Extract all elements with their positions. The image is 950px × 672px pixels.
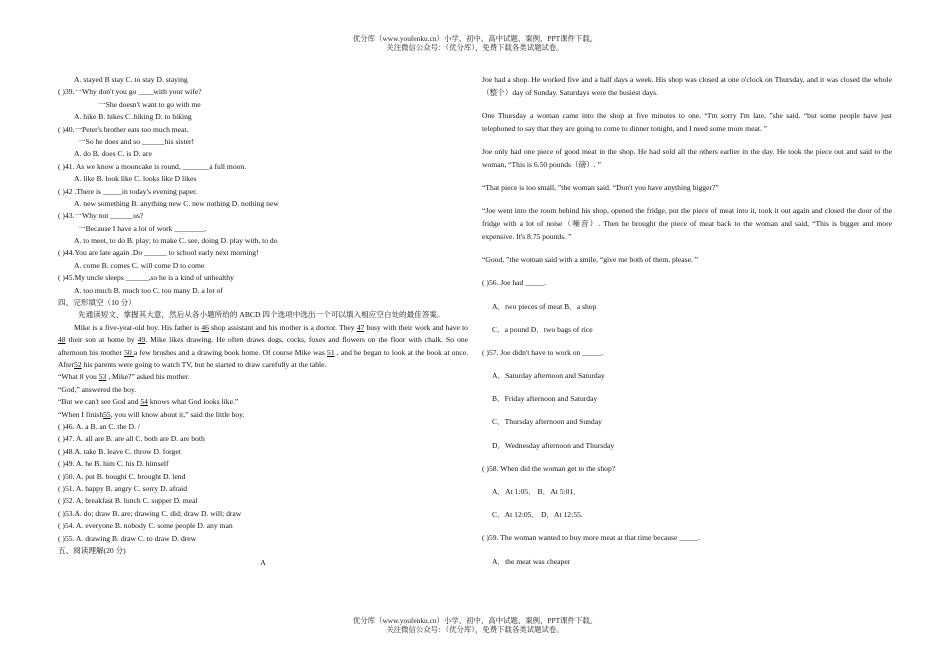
page-header <box>0 34 950 52</box>
section-4-instructions: 先通读短文，掌握其大意，然后从各小题所给的 ABCD 四个选项中选出一个可以填入相应空白处的最佳答案。 <box>78 310 445 320</box>
question-58: ( )58. When did the woman get to the shop? <box>482 463 616 473</box>
reading-paragraph-3: Joe only had one piece of good meat in the shop. He had sold all the others earlier in the day. He took the piece out and said to the woman, “This is 6.50 pounds（磅）. ” <box>482 146 892 169</box>
question-44: ( )44.You are late again .Do ______ to school early next morning! <box>58 248 259 258</box>
question-39: ( )39.一Why don't you go ____with your wife? <box>58 87 202 97</box>
footer-line-1: 优分库（www.youfenku.cn）小学、初中、高中试题、案例、PPT课件下载。 <box>352 616 598 625</box>
blank-50: 50 <box>124 347 134 357</box>
blank-51: 51 <box>327 347 335 357</box>
q38-options: A. stayed B stay C. to stay D. staying <box>74 75 188 84</box>
reading-paragraph-6: “Good, ”the woman said with a smile, “give me both of them, please. ” <box>482 254 699 264</box>
blank-47: 47 <box>356 322 365 332</box>
cloze-passage: Mike is a five-year-old boy. His father is 46 shop assistant and his mother is a doctor. They 47 busy with their work and have to 48 their son at home by 49. Mike likes drawing. He often draws dogs, cocks, foxes and flowers on the floor with chalk. So one afternoon his mother 50 a few brushes and a drawing book home. Of course Mike was 51 , and he began to look at the book at once. After52 his parents were going to watch TV, but he started to draw carefully at the table. <box>58 322 468 370</box>
question-41-options: A. like B. look like C. looks like D likes <box>74 174 197 184</box>
question-45: ( )45.My uncle sleeps ______,so he is a kind of unhealthy <box>58 273 234 283</box>
question-58-options-cd: C．At 12:05． D．At 12:55. <box>492 510 583 520</box>
question-58-options-ab: A．At 1:05． B．At 5:01． <box>492 487 581 496</box>
section-5-title: 五、阅读理解(20 分) <box>58 545 126 555</box>
blank-53: 53 <box>98 372 107 382</box>
blank-48: 48 <box>58 335 66 345</box>
question-56-options-ab: A．two pieces of meat B．a shop <box>492 301 597 311</box>
question-48: ( )48.A. take B. leave C. throw D. forget <box>58 446 181 456</box>
passage-letter: A <box>260 558 266 568</box>
question-39-reply: 一She doesn't want to go with me <box>98 99 201 109</box>
question-39-options: A. hike B. hikes C .hiking D. to hiking <box>74 112 192 122</box>
question-40-reply: 一So he does and so ______his sister! <box>78 136 195 146</box>
cloze-line-4: “But we can't see God and 54 knows what God looks like.” <box>58 397 239 407</box>
question-57-option-d: D．Wednesday afternoon and Thursday <box>492 440 615 450</box>
question-50: ( )50. A. put B. bought C. brought D. lend <box>58 471 186 481</box>
blank-55: 55 <box>103 409 111 419</box>
reading-paragraph-4: “That piece is too small, ”the woman said. “Don't you have anything bigger?” <box>482 182 719 192</box>
question-57: ( )57. Joe didn't have to work on _____. <box>482 347 604 357</box>
question-44-options: A. come B. comes C. will come D to come <box>74 260 205 270</box>
question-42-options: A. new something B. anything new C. new nothing D. nothing new <box>74 198 279 208</box>
question-49: ( )49. A. he B. him C. his D. himself <box>58 459 169 469</box>
question-43: ( )43.一Why not ______us? <box>58 211 144 221</box>
question-53: ( )53.A. do; draw B. are; drawing C. did; draw D. will; draw <box>58 508 242 518</box>
question-57-option-a: A．Saturday afternoon and Saturday <box>492 371 605 381</box>
question-51: ( )51. A. happy B. angry C. sorry D. afraid <box>58 483 188 493</box>
cloze-line-3: “God,” answered the boy. <box>58 384 137 394</box>
reading-paragraph-2: One Thursday a woman came into the shop at five minutes to one. “I'm sorry I'm late, ”she said. “but some people have just telephoned to say that they are going to come to dinner tonight, and I need some more meat. ” <box>482 110 892 133</box>
blank-54: 54 <box>140 397 148 407</box>
question-46: ( )46. A. a B. an C. the D. / <box>58 422 140 431</box>
question-42: ( )42 .There is _____in today's evening paper. <box>58 186 198 196</box>
blank-46: 46 <box>201 322 209 332</box>
question-52: ( )52. A. breakfast B. lunch C. supper D. meal <box>58 496 198 506</box>
question-59-option-a: A．the meat was cheaper <box>492 556 571 566</box>
question-43-options: A. to meet, to do B. play; to make C. see, doing D. play with, to do <box>74 236 278 246</box>
question-41: ( )41. As we know a mooncake is round, _______a full moon. <box>58 161 247 171</box>
question-40: ( )40.一Peter's brother eats too much meat. <box>58 124 189 134</box>
question-54: ( )54. A. everyone B. nobody C. some people D. any man <box>58 521 233 531</box>
header-line-1: 优分库（www.youfenku.cn）小学、初中、高中试题、案例、PPT课件下载。 <box>352 34 598 43</box>
left-column <box>58 74 468 570</box>
reading-paragraph-5: “Joe went into the room behind his shop, opened the fridge, put the piece of meat into it, took it out again and closed the door of the fridge with a lot of noise（噪音）. Then he brought the piece of meat back to the woman and said, “This is bigger and more expensive. It's 8.75 pounds. ” <box>482 206 892 241</box>
right-column <box>482 74 892 568</box>
question-55: ( )55. A. drawing B. draw C. to draw D. drew <box>58 533 197 543</box>
question-47: ( )47. A. all are B. are all C. both are D. are both <box>58 434 205 444</box>
question-43-reply: 一Because I have a lot of work ________. <box>78 223 207 233</box>
footer-line-2: 关注微信公众号：（优分库），免费下载各类试题试卷。 <box>386 625 564 634</box>
question-56-options-cd: C．a pound D．two bags of rice <box>492 324 593 334</box>
question-45-options: A. too much B. much too C. too many D. a lot of <box>74 285 223 295</box>
question-56: ( )56. Joe had _____. <box>482 278 547 288</box>
blank-52: 52 <box>74 360 82 370</box>
blank-49: 49 <box>137 335 146 345</box>
header-line-2: 关注微信公众号：（优分库），免费下载各类试题试卷。 <box>386 43 564 52</box>
question-57-option-b: B．Friday afternoon and Saturday <box>492 394 598 404</box>
reading-paragraph-1: Joe had a shop. He worked five and a half days a week. His shop was closed at one o'clock on Thursday, and it was closed the whole（整个）day of Sunday. Saturdays were the busiest days. <box>482 75 892 97</box>
question-40-options: A. do B. does C. is D. are <box>74 149 152 159</box>
cloze-line-2: “What 8 you 53 , Mike?” asked his mother. <box>58 372 190 382</box>
section-4-title: 四、完形填空（10 分） <box>58 298 136 308</box>
cloze-line-5: “When I finish55, you will know about it,” said the little boy. <box>58 409 245 419</box>
question-59: ( )59. The woman wanted to buy more meat at that time because _____. <box>482 533 701 543</box>
question-57-option-c: C．Thursday afternoon and Sunday <box>492 417 602 427</box>
page-footer <box>0 616 950 634</box>
